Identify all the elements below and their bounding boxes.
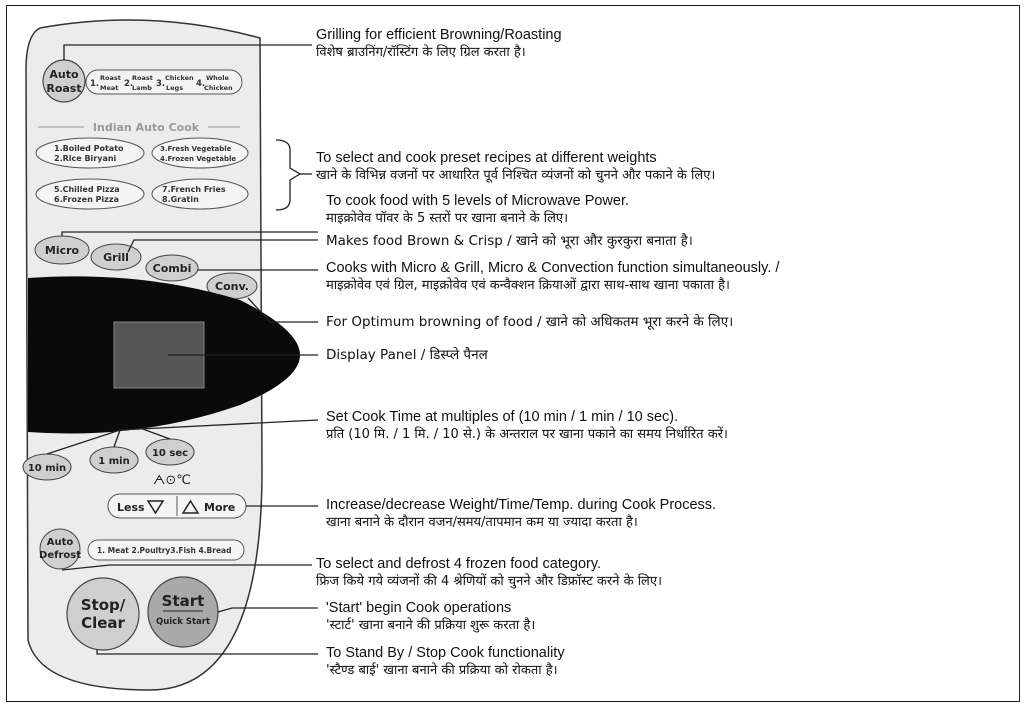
start-button[interactable] <box>148 577 218 647</box>
annotation-grill-line: Makes food Brown & Crisp / खाने को भूरा और कुरकुरा बनाता है। <box>326 233 693 249</box>
annotation-less-more-en: Increase/decrease Weight/Time/Temp. during Cook Process. <box>326 497 717 513</box>
defrost-options: 1. Meat 2.Poultry3.Fish 4.Bread <box>97 546 232 555</box>
recipe-button-3-4[interactable] <box>152 138 248 168</box>
micro-label: Micro <box>44 244 80 257</box>
annotation-grill <box>326 233 693 250</box>
annotation-preset-en: To select and cook preset recipes at different weights <box>316 150 657 166</box>
annotation-start-en: 'Start' begin Cook operations <box>326 600 512 616</box>
annotation-combi-hi: माइक्रोवेव एवं ग्रिल, माइक्रोवेव एवं कन्वैक्शन क्रियाओं द्वारा साथ-साथ खाना पकाता है। <box>326 278 730 293</box>
annotation-stop-en: To Stand By / Stop Cook functionality <box>326 645 565 661</box>
auto-defrost-label-1: Auto <box>46 537 74 548</box>
combi-label: Combi <box>152 262 192 275</box>
more-label: More <box>204 501 236 514</box>
annotation-defrost-hi: फ्रिज किये गये व्यंजनों की 4 श्रेणियों को चुनने और डिफ्रॉस्ट करने के लिए। <box>316 574 662 589</box>
auto-roast-label-2: Roast <box>46 82 82 95</box>
roast-opt-1-num: 1. <box>90 79 100 89</box>
annotation-preset <box>316 150 715 184</box>
recipe-1: 1.Boiled Potato <box>54 144 124 153</box>
annotation-defrost-en: To select and defrost 4 frozen food category. <box>316 556 602 572</box>
annotation-start <box>326 600 535 634</box>
annotation-stop-hi: 'स्टैण्ड बाई' खाना बनाने की प्रक्रिया को रोकता है। <box>326 663 558 678</box>
annotation-micro-hi: माइक्रोवेव पॉवर के 5 स्तरों पर खाना बनाने के लिए। <box>326 211 569 226</box>
auto-roast-button[interactable] <box>43 60 85 102</box>
annotation-time <box>326 409 728 443</box>
annotation-combi <box>326 260 779 294</box>
annotation-start-hi: 'स्टार्ट' खाना बनाने की प्रक्रिया शुरू करता है। <box>326 618 536 633</box>
roast-opt-4-num: 4. <box>196 79 206 89</box>
annotation-preset-hi: खाने के विभिन्न वजनों पर आधारित पूर्व निश्चित व्यंजनों को चुनने और पकाने के लिए। <box>316 168 716 183</box>
annotation-display <box>326 347 488 364</box>
roast-opt-3-num: 3. <box>156 79 166 89</box>
annotation-less-more-hi: खाना बनाने के दौरान वजन/समय/तापमान कम या ज्यादा करता है। <box>326 515 638 530</box>
quick-start-label: Quick Start <box>155 617 211 627</box>
annotation-auto-roast-hi: विशेष ब्राउनिंग/रॉस्टिंग के लिए ग्रिल करता है। <box>316 45 526 60</box>
grill-label: Grill <box>103 251 129 264</box>
recipe-5: 5.Chilled Pizza <box>54 185 120 194</box>
annotation-auto-roast-en: Grilling for efficient Browning/Roasting <box>316 27 562 43</box>
recipe-7: 7.French Fries <box>162 185 226 194</box>
recipe-6: 6.Frozen Pizza <box>54 195 119 204</box>
auto-defrost-label-2: Defrost <box>39 550 81 561</box>
recipe-button-7-8[interactable] <box>152 179 248 209</box>
annotation-stop <box>326 645 565 679</box>
annotation-less-more <box>326 497 716 531</box>
annotation-conv <box>326 314 733 331</box>
weight-time-temp-icons: ᗅ⊙℃ <box>153 473 191 488</box>
ten-min-label: 10 min <box>27 463 67 474</box>
annotation-time-en: Set Cook Time at multiples of (10 min / 1 min / 10 sec). <box>326 409 679 425</box>
annotation-auto-roast <box>316 27 562 61</box>
annotation-defrost <box>316 556 662 590</box>
annotation-micro <box>326 193 629 227</box>
roast-opt-3-bottom: Legs <box>166 84 184 92</box>
roast-opt-2-num: 2. <box>124 79 134 89</box>
recipe-button-5-6[interactable] <box>36 179 144 209</box>
indian-auto-cook-title: Indian Auto Cook <box>92 121 200 134</box>
annotation-conv-line: For Optimum browning of food / खाने को अधिकतम भूरा करने के लिए। <box>326 314 734 330</box>
start-label: Start <box>161 592 205 610</box>
roast-opt-1-top: Roast <box>100 74 121 82</box>
recipe-8: 8.Gratin <box>162 195 199 204</box>
roast-opt-2-bottom: Lamb <box>132 84 152 92</box>
roast-opt-3-top: Chicken <box>165 74 194 82</box>
stop-label: Stop/ <box>80 596 126 614</box>
roast-opt-2-top: Roast <box>132 74 153 82</box>
one-min-label: 1 min <box>98 456 130 467</box>
roast-opt-4-top: Whole <box>206 74 229 82</box>
recipe-button-1-2[interactable] <box>36 138 144 168</box>
callout-preset-bracket <box>276 140 300 210</box>
roast-opt-1-bottom: Meat <box>100 84 119 92</box>
less-label: Less <box>117 501 145 514</box>
recipe-3: 3.Fresh Vegetable <box>160 145 232 153</box>
roast-opt-4-bottom: Chicken <box>204 84 233 92</box>
recipe-2: 2.Rice Biryani <box>54 154 117 163</box>
annotation-time-hi: प्रति (10 मि. / 1 मि. / 10 से.) के अन्तराल पर खाना पकाने का समय निर्धारित करें। <box>326 427 728 442</box>
auto-defrost-button[interactable] <box>40 529 80 569</box>
auto-roast-label-1: Auto <box>49 68 79 81</box>
annotation-display-line: Display Panel / डिस्प्ले पैनल <box>326 347 488 363</box>
annotation-micro-en: To cook food with 5 levels of Microwave Power. <box>326 193 630 209</box>
annotation-combi-en: Cooks with Micro & Grill, Micro & Convection function simultaneously. / <box>326 260 780 276</box>
clear-label: Clear <box>81 614 125 632</box>
conv-label: Conv. <box>215 280 249 293</box>
ten-sec-label: 10 sec <box>151 448 189 459</box>
recipe-4: 4.Frozen Vegetable <box>160 155 237 163</box>
